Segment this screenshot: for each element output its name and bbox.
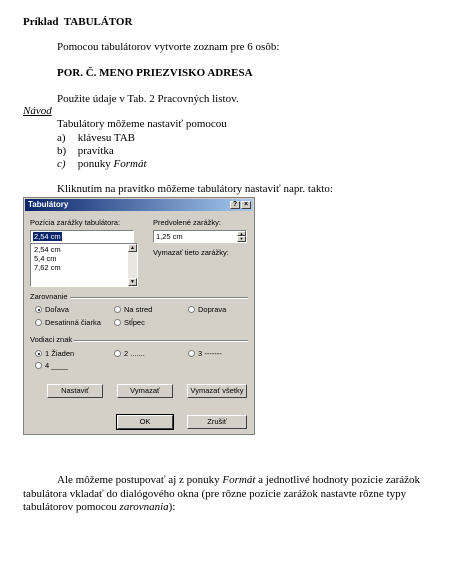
default-input[interactable]: [153, 230, 247, 243]
alignment-label: Zarovnanie: [30, 292, 68, 301]
guide-label: Návod: [23, 105, 52, 117]
list-text: ponuky: [77, 158, 111, 170]
dialog-title: Tabulátory: [28, 200, 69, 209]
scroll-up-icon[interactable]: ▲: [128, 244, 137, 252]
footer-italic: Formát: [222, 474, 256, 486]
footer-italic: zarovnania: [119, 501, 169, 513]
leader-dashes-radio[interactable]: [188, 350, 195, 357]
align-left-label[interactable]: Doľava: [45, 305, 69, 314]
leader-none-label[interactable]: 1 Žiaden: [45, 349, 75, 358]
ok-button[interactable]: OK: [117, 415, 173, 429]
list-item[interactable]: 2,54 cm: [34, 245, 61, 254]
list-text: klávesu TAB: [77, 132, 136, 144]
clear-all-button[interactable]: Vymazať všetky: [187, 384, 247, 398]
list-text-italic: Formát: [113, 158, 147, 170]
leader-dashes-label[interactable]: 3 -------: [198, 349, 222, 358]
align-bar-radio[interactable]: [114, 319, 121, 326]
footer-line-3: [23, 501, 175, 514]
align-center-radio[interactable]: [114, 306, 121, 313]
position-input[interactable]: [30, 230, 134, 243]
footer-text: Ale môžeme postupovať aj z ponuky: [57, 474, 223, 486]
position-label: Pozícia zarážky tabulátora:: [30, 218, 121, 227]
heading-prefix: Príklad: [23, 16, 59, 28]
list-item: [57, 145, 114, 158]
source-note: Použite údaje v Tab. 2 Pracovných listov.: [57, 93, 239, 105]
list-text: pravítka: [77, 145, 114, 157]
default-value: 1,25 cm: [156, 232, 183, 241]
help-button[interactable]: ?: [230, 201, 240, 209]
footer-text: ):: [168, 501, 176, 513]
footer-text: a jednotlivé hodnoty pozície zarážok: [255, 474, 421, 486]
page-heading: [23, 16, 132, 29]
align-decimal-label[interactable]: Desatinná čiarka: [45, 318, 101, 327]
list-item[interactable]: 5,4 cm: [34, 254, 57, 263]
leader-dots-label[interactable]: 2 .......: [124, 349, 145, 358]
align-bar-label[interactable]: Stĺpec: [124, 318, 145, 327]
align-decimal-radio[interactable]: [35, 319, 42, 326]
footer-text: tabulátorov pomocou: [23, 501, 120, 513]
default-label: Predvolené zarážky:: [153, 218, 221, 227]
leader-line-radio[interactable]: [35, 362, 42, 369]
leader-line-label[interactable]: 4 ____: [45, 361, 68, 370]
close-button[interactable]: ×: [241, 201, 251, 209]
clear-label: Vymazať tieto zarážky:: [153, 248, 229, 257]
position-value: 2,54 cm: [34, 232, 61, 241]
guide-text: Tabulátory môžeme nastaviť pomocou: [57, 118, 227, 130]
cancel-button[interactable]: Zrušiť: [187, 415, 247, 429]
leader-label: Vodiaci znak: [30, 335, 73, 344]
ruler-note: Kliknutím na pravítko môžeme tabulátory nastaviť napr. takto:: [57, 183, 333, 195]
list-item: [57, 158, 147, 171]
position-list[interactable]: [30, 243, 138, 287]
spin-down-icon[interactable]: ▼: [237, 236, 246, 242]
align-right-radio[interactable]: [188, 306, 195, 313]
align-center-label[interactable]: Na stred: [124, 305, 153, 314]
list-marker: b): [57, 145, 67, 157]
footer-line-2: tabulátora vkladať do dialógového okna (pre rôzne pozície zarážok nastavte rôzne typy: [23, 488, 407, 500]
list-scrollbar[interactable]: [128, 244, 137, 286]
spin-up-icon[interactable]: ▲: [237, 231, 246, 236]
leader-dots-radio[interactable]: [114, 350, 121, 357]
list-item: [57, 132, 135, 145]
columns-line: POR. Č. MENO PRIEZVISKO ADRESA: [57, 67, 253, 79]
clear-button[interactable]: Vymazať: [117, 384, 173, 398]
list-marker: c): [57, 158, 66, 170]
align-right-label[interactable]: Doprava: [198, 305, 227, 314]
footer-line-1: [57, 474, 420, 487]
align-left-radio[interactable]: [35, 306, 42, 313]
tabs-dialog: [23, 197, 255, 435]
dialog-titlebar: [25, 199, 253, 211]
leader-none-radio[interactable]: [35, 350, 42, 357]
list-item[interactable]: 7,62 cm: [34, 263, 61, 272]
heading-title: TABULÁTOR: [63, 16, 133, 28]
list-marker: a): [57, 132, 66, 144]
scroll-down-icon[interactable]: ▼: [128, 278, 137, 286]
set-button[interactable]: Nastaviť: [47, 384, 103, 398]
intro-text: Pomocou tabulátorov vytvorte zoznam pre 6 osôb:: [57, 41, 280, 53]
